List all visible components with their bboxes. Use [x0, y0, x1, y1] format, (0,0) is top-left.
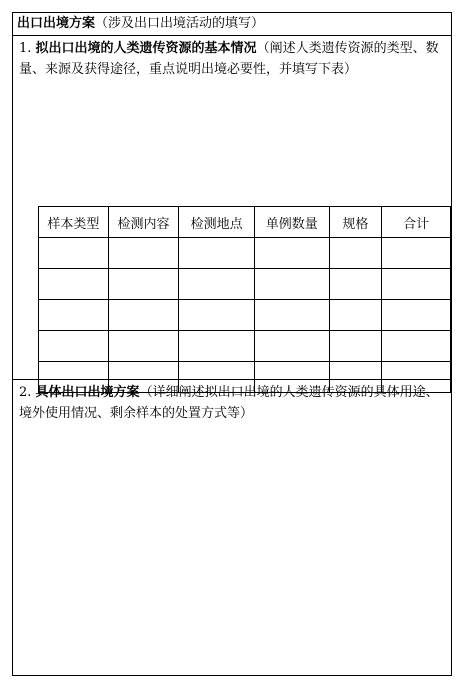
table-row [39, 238, 451, 269]
section1-paragraph [13, 36, 451, 80]
table-header-row [39, 207, 451, 238]
column-header-total: 合计 [382, 207, 451, 238]
section1-heading: 拟出口出境的人类遗传资源的基本情况 [35, 41, 257, 56]
section1-number: 1. [19, 41, 32, 56]
table-cell[interactable] [39, 269, 109, 300]
column-header-unit-quantity: 单例数量 [254, 207, 329, 238]
table-cell[interactable] [179, 269, 255, 300]
table-cell[interactable] [382, 331, 451, 362]
table-cell[interactable] [39, 300, 109, 331]
section2-number: 2. [19, 385, 32, 400]
section-basic-info [13, 36, 451, 380]
table-cell[interactable] [39, 331, 109, 362]
table-cell[interactable] [254, 331, 329, 362]
table-cell[interactable] [382, 238, 451, 269]
column-header-sample-type: 样本类型 [39, 207, 109, 238]
sample-table [38, 206, 451, 393]
table-cell[interactable] [108, 238, 179, 269]
table-row [39, 331, 451, 362]
form-header [13, 13, 451, 36]
header-title: 出口出境方案 [17, 16, 96, 31]
table-cell[interactable] [329, 269, 382, 300]
table-cell[interactable] [108, 269, 179, 300]
table-cell[interactable] [108, 300, 179, 331]
table-cell[interactable] [254, 269, 329, 300]
table-cell[interactable] [329, 300, 382, 331]
table-cell[interactable] [39, 238, 109, 269]
table-cell[interactable] [179, 238, 255, 269]
section1-description: （阐述人类遗传资源的类型、数量、来源及获得途径，重点说明出境必要性，并填写下表） [19, 41, 439, 77]
column-header-test-location: 检测地点 [179, 207, 255, 238]
section2-paragraph [13, 380, 451, 424]
section2-description: （详细阐述拟出口出境的人类遗传资源的具体用途、境外使用情况、剩余样本的处置方式等） [19, 385, 439, 421]
column-header-specification: 规格 [329, 207, 382, 238]
table-cell[interactable] [108, 331, 179, 362]
table-cell[interactable] [254, 238, 329, 269]
table-cell[interactable] [179, 331, 255, 362]
section2-heading: 具体出口出境方案 [35, 385, 140, 400]
table-cell[interactable] [254, 300, 329, 331]
table-row [39, 269, 451, 300]
table-row [39, 300, 451, 331]
section-export-plan [13, 380, 451, 675]
table-cell[interactable] [329, 331, 382, 362]
form-frame [12, 12, 452, 676]
header-note: （涉及出口出境活动的填写） [95, 16, 265, 31]
table-cell[interactable] [382, 300, 451, 331]
table-cell[interactable] [382, 269, 451, 300]
table-cell[interactable] [329, 238, 382, 269]
column-header-test-content: 检测内容 [108, 207, 179, 238]
table-cell[interactable] [179, 300, 255, 331]
